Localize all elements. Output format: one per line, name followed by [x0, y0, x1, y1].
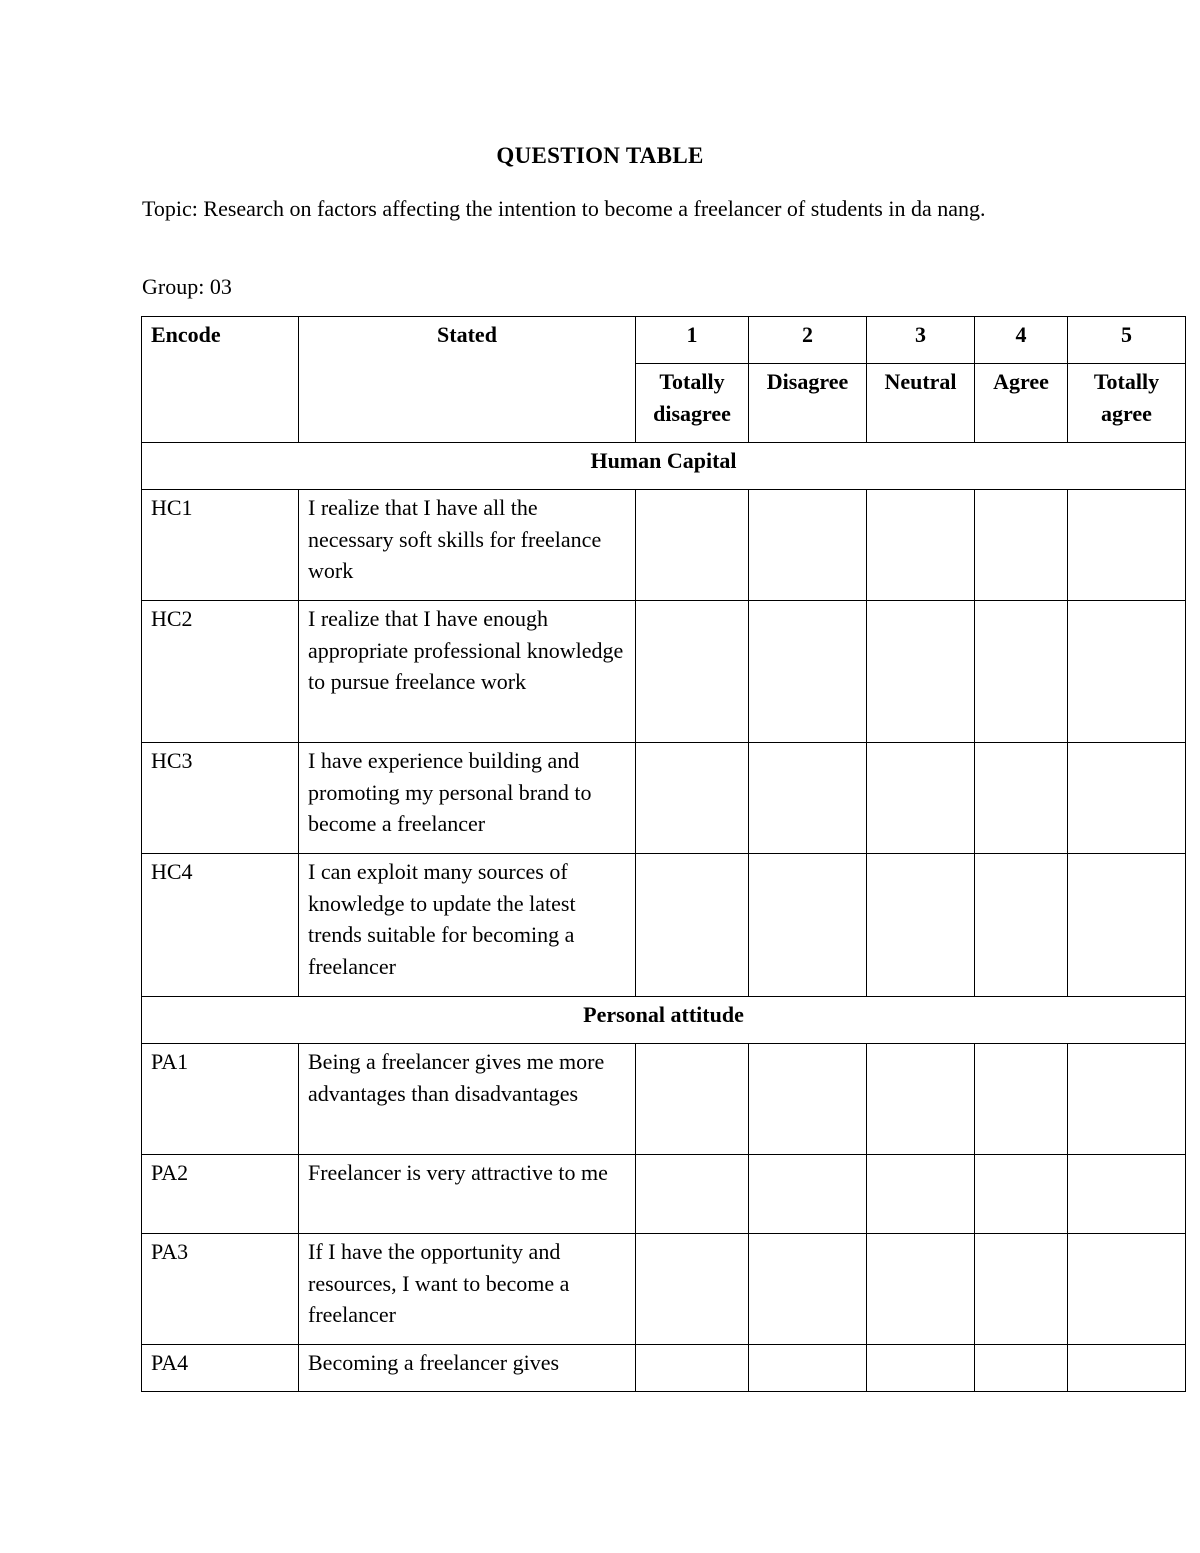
row-statement: Freelancer is very attractive to me	[299, 1155, 636, 1234]
row-statement: If I have the opportunity and resources, I want to become a freelancer	[299, 1234, 636, 1345]
table-row	[142, 1345, 1186, 1392]
rating-cell-4[interactable]	[975, 1234, 1068, 1345]
table-row	[142, 1234, 1186, 1345]
rating-cell-5[interactable]	[1068, 1044, 1186, 1155]
rating-cell-3[interactable]	[867, 1155, 975, 1234]
table-row	[142, 490, 1186, 601]
header-label-disagree: Disagree	[749, 364, 867, 443]
row-statement: I can exploit many sources of knowledge to update the latest trends suitable for becoming a freelancer	[299, 854, 636, 997]
table-row	[142, 601, 1186, 743]
row-code: HC1	[142, 490, 299, 601]
table-row	[142, 1044, 1186, 1155]
rating-cell-2[interactable]	[749, 1345, 867, 1392]
row-code: PA1	[142, 1044, 299, 1155]
header-label-totally-disagree: Totally disagree	[636, 364, 749, 443]
rating-cell-2[interactable]	[749, 1044, 867, 1155]
rating-cell-2[interactable]	[749, 1234, 867, 1345]
rating-cell-2[interactable]	[749, 601, 867, 743]
header-row-numbers	[142, 317, 1186, 364]
rating-cell-2[interactable]	[749, 743, 867, 854]
table-row	[142, 854, 1186, 997]
row-statement: Being a freelancer gives me more advantages than disadvantages	[299, 1044, 636, 1155]
rating-cell-5[interactable]	[1068, 743, 1186, 854]
rating-cell-1[interactable]	[636, 854, 749, 997]
table-row	[142, 1155, 1186, 1234]
rating-cell-4[interactable]	[975, 1044, 1068, 1155]
rating-cell-3[interactable]	[867, 601, 975, 743]
rating-cell-4[interactable]	[975, 1155, 1068, 1234]
section-title: Human Capital	[142, 443, 1186, 490]
section-row-human-capital	[142, 443, 1186, 490]
document-title: QUESTION TABLE	[496, 143, 704, 168]
rating-cell-3[interactable]	[867, 1044, 975, 1155]
rating-cell-3[interactable]	[867, 743, 975, 854]
rating-cell-2[interactable]	[749, 490, 867, 601]
rating-cell-5[interactable]	[1068, 601, 1186, 743]
header-encode: Encode	[142, 317, 299, 443]
question-table	[141, 316, 1186, 1392]
header-label-totally-agree: Totally agree	[1068, 364, 1186, 443]
rating-cell-1[interactable]	[636, 743, 749, 854]
group-text: Group: 03	[142, 274, 232, 299]
rating-cell-1[interactable]	[636, 1155, 749, 1234]
header-scale-4: 4	[975, 317, 1068, 364]
rating-cell-1[interactable]	[636, 1044, 749, 1155]
rating-cell-1[interactable]	[636, 490, 749, 601]
row-statement: I realize that I have enough appropriate professional knowledge to pursue freelance work	[299, 601, 636, 743]
row-code: PA2	[142, 1155, 299, 1234]
table-row	[142, 743, 1186, 854]
rating-cell-1[interactable]	[636, 601, 749, 743]
header-scale-3: 3	[867, 317, 975, 364]
row-statement: I realize that I have all the necessary soft skills for freelance work	[299, 490, 636, 601]
rating-cell-2[interactable]	[749, 854, 867, 997]
row-statement: I have experience building and promoting my personal brand to become a freelancer	[299, 743, 636, 854]
header-label-neutral: Neutral	[867, 364, 975, 443]
rating-cell-2[interactable]	[749, 1155, 867, 1234]
rating-cell-4[interactable]	[975, 854, 1068, 997]
rating-cell-3[interactable]	[867, 1234, 975, 1345]
rating-cell-4[interactable]	[975, 601, 1068, 743]
rating-cell-4[interactable]	[975, 1345, 1068, 1392]
row-code: PA4	[142, 1345, 299, 1392]
topic-text: Topic: Research on factors affecting the intention to become a freelancer of students in da nang.	[142, 196, 986, 221]
rating-cell-5[interactable]	[1068, 490, 1186, 601]
header-stated: Stated	[299, 317, 636, 443]
row-code: HC4	[142, 854, 299, 997]
section-title: Personal attitude	[142, 997, 1186, 1044]
rating-cell-3[interactable]	[867, 1345, 975, 1392]
row-code: PA3	[142, 1234, 299, 1345]
rating-cell-3[interactable]	[867, 490, 975, 601]
header-scale-5: 5	[1068, 317, 1186, 364]
rating-cell-5[interactable]	[1068, 1234, 1186, 1345]
rating-cell-3[interactable]	[867, 854, 975, 997]
row-code: HC3	[142, 743, 299, 854]
header-label-agree: Agree	[975, 364, 1068, 443]
rating-cell-5[interactable]	[1068, 854, 1186, 997]
header-scale-1: 1	[636, 317, 749, 364]
rating-cell-1[interactable]	[636, 1345, 749, 1392]
rating-cell-5[interactable]	[1068, 1345, 1186, 1392]
rating-cell-4[interactable]	[975, 490, 1068, 601]
header-scale-2: 2	[749, 317, 867, 364]
rating-cell-4[interactable]	[975, 743, 1068, 854]
row-code: HC2	[142, 601, 299, 743]
rating-cell-5[interactable]	[1068, 1155, 1186, 1234]
section-row-personal-attitude	[142, 997, 1186, 1044]
row-statement: Becoming a freelancer gives	[299, 1345, 636, 1392]
rating-cell-1[interactable]	[636, 1234, 749, 1345]
